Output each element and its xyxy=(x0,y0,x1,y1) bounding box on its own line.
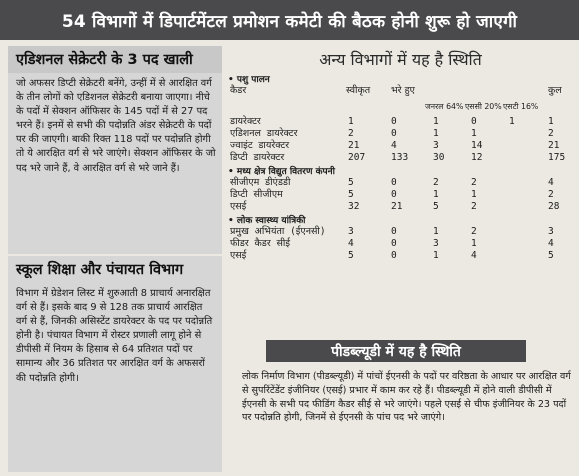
cell-cadre: प्रमुख अभियंता (ईएनसी) xyxy=(230,226,326,237)
additional-secretary-heading: एडिशनल सेक्रेटरी के 3 पद खाली xyxy=(8,46,222,73)
table-row xyxy=(226,140,575,152)
cell-total: 175 xyxy=(548,152,566,163)
cell-general: 1 xyxy=(433,128,439,139)
cell-total: 1 xyxy=(548,116,554,127)
section-label: • मध्य क्षेत्र विद्युत वितरण कंपनी xyxy=(228,167,335,177)
cell-filled: 21 xyxy=(391,201,403,212)
cell-cadre: डायरेक्टर xyxy=(230,116,261,127)
header-general: जनरल 64% xyxy=(425,102,464,111)
cell-general: 3 xyxy=(433,238,439,249)
cell-sc: 2 xyxy=(471,177,477,188)
cell-cadre: डिप्टी सीजीएम xyxy=(230,189,283,200)
cell-total: 4 xyxy=(548,238,554,249)
cell-sanctioned: 32 xyxy=(348,201,360,212)
cell-sanctioned: 5 xyxy=(348,177,354,188)
cell-sc: 1 xyxy=(471,189,477,200)
cell-filled: 0 xyxy=(391,116,397,127)
additional-secretary-text: जो अफसर डिप्टी सेक्रेटरी बनेंगे, उन्हीं में से आरक्षित वर्ग के तीन लोगों को एडिशनल सेक्रेटरी बनाया जाएगा। नीचे के पदों में सेक्शन ऑफिसर के 145 पदों में से 27 पद भरने हैं। इनमें से सभी की पदोन्नति अंडर सेक्रेटरी के पदों पर की जाएगी। बाकी रिक्त 118 पदों पर पदोन्नति होगी तो ये आरक्षित वर्ग से भरे जाएंगे। सेक्शन ऑफिसर के जो पद भरे जाने हैं, वे आरक्षित वर्ग से भरे जाने हैं। xyxy=(16,78,216,174)
header-total: कुल xyxy=(548,85,562,96)
cell-sanctioned: 2 xyxy=(348,128,354,139)
cell-cadre: एडिशनल डायरेक्टर xyxy=(230,128,298,139)
cell-filled: 0 xyxy=(391,226,397,237)
additional-secretary-box xyxy=(8,46,222,254)
headline: 54 विभागों में डिपार्टमेंटल प्रमोशन कमेटी की बैठक होनी शुरू हो जाएगी xyxy=(0,0,579,40)
other-departments-title: अन्य विभागों में यह है स्थिति xyxy=(319,50,482,69)
cell-total: 2 xyxy=(548,128,554,139)
header-filled: भरे हुए xyxy=(391,85,415,96)
right-column xyxy=(226,44,575,472)
cell-total: 3 xyxy=(548,226,554,237)
pwd-text: लोक निर्माण विभाग (पीडब्ल्यूडी) में पांचों ईएनसी के पदों पर वरिष्ठता के आधार पर आरक्षित वर्ग से सुपरिंटेंडेंट इंजीनियर (एसई) प्रभार में काम कर रहे हैं। पीडब्ल्यूडी में होने वाली डीपीसी में ईएनसी के सभी पद फीडिंग कैडर सीई से भरे जाएंगे। पहले एसई से चीफ इंजीनियर के 23 पदों पर पदोन्नति होगी, जिनमें से ईएनसी के पांच पद भरे जाएंगे। xyxy=(242,371,571,424)
cell-cadre: ज्वाइंट डायरेक्टर xyxy=(230,140,290,151)
cell-sc: 4 xyxy=(471,250,477,261)
table-row xyxy=(226,189,575,201)
cell-sanctioned: 5 xyxy=(348,250,354,261)
header-sanctioned: स्वीकृत xyxy=(346,85,371,96)
cell-cadre: एसई xyxy=(230,250,247,261)
cell-sanctioned: 21 xyxy=(348,140,360,151)
pwd-box xyxy=(226,340,575,472)
school-panchayat-box xyxy=(8,256,222,472)
cell-filled: 4 xyxy=(391,140,397,151)
header-st: एसटी 16% xyxy=(503,102,539,111)
table-row xyxy=(226,201,575,213)
cell-sc: 1 xyxy=(471,238,477,249)
table-row xyxy=(226,226,575,238)
cell-filled: 0 xyxy=(391,250,397,261)
cell-general: 2 xyxy=(433,177,439,188)
cell-general: 30 xyxy=(433,152,445,163)
cell-general: 5 xyxy=(433,201,439,212)
left-column xyxy=(8,44,222,472)
cell-total: 21 xyxy=(548,140,560,151)
cell-cadre: फीडर कैडर सीई xyxy=(230,238,291,249)
cell-filled: 0 xyxy=(391,177,397,188)
cell-filled: 0 xyxy=(391,128,397,139)
cadre-table xyxy=(226,74,575,378)
cell-filled: 0 xyxy=(391,238,397,249)
cell-sc: 14 xyxy=(471,140,483,151)
cell-sanctioned: 207 xyxy=(348,152,366,163)
cell-sanctioned: 5 xyxy=(348,189,354,200)
table-row xyxy=(226,116,575,128)
header-sc: एससी 20% xyxy=(465,102,502,111)
cell-total: 2 xyxy=(548,189,554,200)
school-panchayat-text: विभाग में ग्रेडेशन लिस्ट में शुरुआती 8 प्राचार्य अनारक्षित वर्ग से हैं। इसके बाद 9 से 128 तक प्राचार्य आरक्षित वर्ग से हैं, जिनकी असिस्टेंट डायरेक्टर के पद पर पदोन्नति होनी है। पंचायत विभाग में रोस्टर प्रणाली लागू होने से डीपीसी में नियम के हिसाब से 64 प्रतिशत पदों पर सामान्य और 36 प्रतिशत पर आरक्षित वर्ग के अफसरों की पदोन्नति होगी। xyxy=(16,288,213,384)
cell-sc: 2 xyxy=(471,226,477,237)
cell-general: 1 xyxy=(433,250,439,261)
pwd-title: पीडब्ल्यूडी में यह है स्थिति xyxy=(266,340,526,362)
cell-st: 1 xyxy=(509,116,515,127)
section-label: • लोक स्वास्थ्य यांत्रिकी xyxy=(228,216,306,226)
cell-sanctioned: 4 xyxy=(348,238,354,249)
cell-general: 1 xyxy=(433,116,439,127)
cell-sc: 2 xyxy=(471,201,477,212)
cell-sc: 1 xyxy=(471,128,477,139)
cell-general: 1 xyxy=(433,226,439,237)
cell-filled: 0 xyxy=(391,189,397,200)
table-row xyxy=(226,177,575,189)
cell-total: 28 xyxy=(548,201,560,212)
cell-cadre: एसई xyxy=(230,201,247,212)
table-row xyxy=(226,238,575,250)
table-row xyxy=(226,128,575,140)
table-row xyxy=(226,250,575,262)
table-header-row xyxy=(226,85,575,97)
school-panchayat-heading: स्कूल शिक्षा और पंचायत विभाग xyxy=(16,262,184,278)
cell-sc: 12 xyxy=(471,152,483,163)
table-row xyxy=(226,152,575,164)
header-cadre: कैडर xyxy=(230,85,247,96)
cell-sc: 0 xyxy=(471,116,477,127)
cell-total: 4 xyxy=(548,177,554,188)
table-subheader-row xyxy=(226,101,575,113)
cell-general: 3 xyxy=(433,140,439,151)
cell-general: 1 xyxy=(433,189,439,200)
cell-cadre: सीजीएम डीएंडडी xyxy=(230,177,291,188)
cell-sanctioned: 1 xyxy=(348,116,354,127)
section-label: • पशु पालन xyxy=(228,75,270,85)
cell-sanctioned: 3 xyxy=(348,226,354,237)
cell-filled: 133 xyxy=(391,152,409,163)
cell-cadre: डिप्टी डायरेक्टर xyxy=(230,152,285,163)
cell-total: 5 xyxy=(548,250,554,261)
